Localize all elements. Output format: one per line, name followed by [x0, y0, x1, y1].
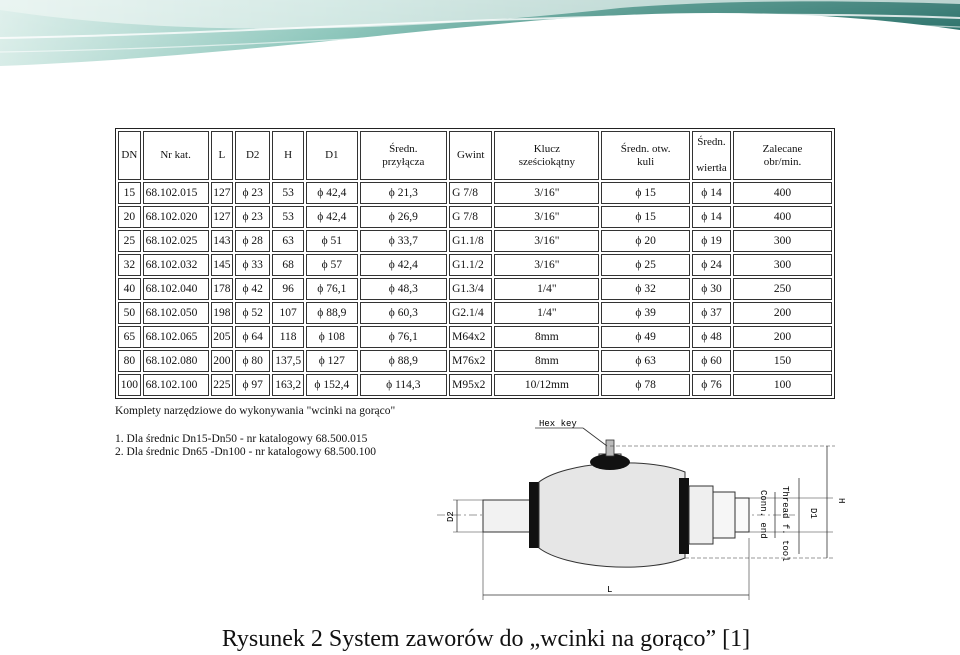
- table-cell: 205: [211, 326, 234, 348]
- table-cell: 68.102.025: [143, 230, 209, 252]
- table-cell: ϕ 33: [235, 254, 270, 276]
- table-cell: ϕ 60: [692, 350, 731, 372]
- table-cell: 68.102.065: [143, 326, 209, 348]
- table-cell: 8mm: [494, 350, 599, 372]
- table-cell: ϕ 57: [306, 254, 357, 276]
- table-cell: 25: [118, 230, 141, 252]
- table-cell: G1.3/4: [449, 278, 492, 300]
- valve-technical-drawing: [435, 412, 855, 604]
- table-header-cell: Gwint: [449, 131, 492, 180]
- table-cell: 400: [733, 182, 832, 204]
- table-cell: 10/12mm: [494, 374, 599, 396]
- table-cell: 68.102.032: [143, 254, 209, 276]
- table-cell: ϕ 76,1: [306, 278, 357, 300]
- h-label: H: [836, 498, 846, 504]
- table-cell: ϕ 49: [601, 326, 690, 348]
- table-row: [118, 278, 832, 300]
- table-cell: G 7/8: [449, 206, 492, 228]
- table-cell: ϕ 42,4: [306, 206, 357, 228]
- table-cell: 8mm: [494, 326, 599, 348]
- conn-end-label: Conn. end: [758, 490, 768, 539]
- table-cell: ϕ 114,3: [360, 374, 448, 396]
- table-cell: 3/16": [494, 206, 599, 228]
- table-cell: 107: [272, 302, 304, 324]
- table-cell: ϕ 30: [692, 278, 731, 300]
- thread-tool-label: Thread f. tool: [780, 486, 790, 562]
- table-cell: G1.1/8: [449, 230, 492, 252]
- table-cell: G2.1/4: [449, 302, 492, 324]
- table-cell: ϕ 76,1: [360, 326, 448, 348]
- table-cell: 100: [118, 374, 141, 396]
- table-cell: 400: [733, 206, 832, 228]
- d2-label: D2: [446, 511, 456, 522]
- d1-label: D1: [808, 508, 818, 519]
- table-row: [118, 302, 832, 324]
- table-cell: ϕ 78: [601, 374, 690, 396]
- table-cell: 300: [733, 254, 832, 276]
- table-cell: 1/4": [494, 278, 599, 300]
- table-header-cell: Średn. przyłącza: [360, 131, 448, 180]
- table-cell: 68.102.020: [143, 206, 209, 228]
- spec-table: [115, 128, 835, 399]
- table-row: [118, 254, 832, 276]
- table-cell: 63: [272, 230, 304, 252]
- table-cell: 65: [118, 326, 141, 348]
- table-cell: ϕ 51: [306, 230, 357, 252]
- table-cell: 20: [118, 206, 141, 228]
- table-cell: ϕ 52: [235, 302, 270, 324]
- table-cell: 250: [733, 278, 832, 300]
- table-cell: 198: [211, 302, 234, 324]
- table-header-cell: Klucz sześciokątny: [494, 131, 599, 180]
- table-cell: ϕ 152,4: [306, 374, 357, 396]
- table-cell: ϕ 42,4: [360, 254, 448, 276]
- table-cell: ϕ 76: [692, 374, 731, 396]
- table-cell: 3/16": [494, 230, 599, 252]
- table-cell: ϕ 80: [235, 350, 270, 372]
- table-cell: 100: [733, 374, 832, 396]
- hex-key-label: Hex key: [539, 419, 577, 429]
- table-cell: ϕ 20: [601, 230, 690, 252]
- spec-table-container: [115, 128, 835, 390]
- table-cell: ϕ 42,4: [306, 182, 357, 204]
- table-cell: 137,5: [272, 350, 304, 372]
- table-cell: 15: [118, 182, 141, 204]
- banner-wave-graphic: [0, 0, 960, 72]
- table-cell: ϕ 60,3: [360, 302, 448, 324]
- notes-heading: Komplety narzędziowe do wykonywania "wcinki na gorąco": [115, 405, 396, 417]
- table-cell: 53: [272, 206, 304, 228]
- table-cell: 50: [118, 302, 141, 324]
- table-cell: G 7/8: [449, 182, 492, 204]
- table-cell: 1/4": [494, 302, 599, 324]
- table-cell: ϕ 23: [235, 182, 270, 204]
- table-cell: 40: [118, 278, 141, 300]
- table-cell: 127: [211, 206, 234, 228]
- table-cell: ϕ 24: [692, 254, 731, 276]
- table-cell: ϕ 28: [235, 230, 270, 252]
- table-cell: 300: [733, 230, 832, 252]
- table-header-row: [118, 131, 832, 180]
- table-row: [118, 206, 832, 228]
- table-cell: ϕ 97: [235, 374, 270, 396]
- table-row: [118, 350, 832, 372]
- table-row: [118, 182, 832, 204]
- table-cell: G1.1/2: [449, 254, 492, 276]
- table-cell: ϕ 26,9: [360, 206, 448, 228]
- tool-kit-notes: [115, 405, 445, 459]
- l-label: L: [607, 585, 613, 595]
- table-cell: ϕ 48: [692, 326, 731, 348]
- table-cell: 3/16": [494, 254, 599, 276]
- table-cell: ϕ 19: [692, 230, 731, 252]
- table-row: [118, 374, 832, 396]
- notes-item-2: 2. Dla średnic Dn65 -Dn100 - nr katalogowy 68.500.100: [115, 446, 376, 458]
- table-row: [118, 326, 832, 348]
- table-cell: ϕ 15: [601, 182, 690, 204]
- table-header-cell: D2: [235, 131, 270, 180]
- table-header-cell: DN: [118, 131, 141, 180]
- table-cell: ϕ 23: [235, 206, 270, 228]
- table-cell: ϕ 37: [692, 302, 731, 324]
- figure-caption: Rysunek 2 System zaworów do „wcinki na gorąco” [1]: [221, 626, 751, 652]
- table-header-cell: Średn. otw. kuli: [601, 131, 690, 180]
- table-cell: ϕ 108: [306, 326, 357, 348]
- table-header-cell: D1: [306, 131, 357, 180]
- table-cell: M95x2: [449, 374, 492, 396]
- table-header-cell: Zalecane obr/min.: [733, 131, 832, 180]
- table-cell: 96: [272, 278, 304, 300]
- table-cell: ϕ 14: [692, 206, 731, 228]
- table-cell: ϕ 25: [601, 254, 690, 276]
- table-cell: 127: [211, 182, 234, 204]
- table-cell: ϕ 42: [235, 278, 270, 300]
- table-cell: 200: [211, 350, 234, 372]
- table-cell: 80: [118, 350, 141, 372]
- table-row: [118, 230, 832, 252]
- table-cell: M76x2: [449, 350, 492, 372]
- table-cell: 68.102.015: [143, 182, 209, 204]
- table-cell: 68.102.080: [143, 350, 209, 372]
- table-cell: 68.102.040: [143, 278, 209, 300]
- table-cell: 118: [272, 326, 304, 348]
- header-banner: [0, 0, 960, 72]
- table-cell: ϕ 48,3: [360, 278, 448, 300]
- table-cell: ϕ 88,9: [306, 302, 357, 324]
- table-cell: ϕ 64: [235, 326, 270, 348]
- table-cell: ϕ 39: [601, 302, 690, 324]
- table-cell: ϕ 14: [692, 182, 731, 204]
- table-cell: 53: [272, 182, 304, 204]
- table-cell: 68.102.050: [143, 302, 209, 324]
- table-cell: 200: [733, 302, 832, 324]
- table-header-cell: Nr kat.: [143, 131, 209, 180]
- table-cell: 225: [211, 374, 234, 396]
- table-cell: 68.102.100: [143, 374, 209, 396]
- table-cell: ϕ 21,3: [360, 182, 448, 204]
- table-cell: ϕ 32: [601, 278, 690, 300]
- table-cell: 150: [733, 350, 832, 372]
- notes-item-1: 1. Dla średnic Dn15-Dn50 - nr katalogowy 68.500.015: [115, 433, 368, 445]
- table-cell: 32: [118, 254, 141, 276]
- table-cell: M64x2: [449, 326, 492, 348]
- table-body: [118, 182, 832, 396]
- table-cell: 145: [211, 254, 234, 276]
- table-cell: 178: [211, 278, 234, 300]
- table-header-cell: H: [272, 131, 304, 180]
- table-cell: ϕ 63: [601, 350, 690, 372]
- table-cell: 143: [211, 230, 234, 252]
- table-cell: 68: [272, 254, 304, 276]
- table-header-cell: Średn. wiertła: [692, 131, 731, 180]
- table-cell: ϕ 127: [306, 350, 357, 372]
- table-header-cell: L: [211, 131, 234, 180]
- table-cell: 200: [733, 326, 832, 348]
- table-cell: ϕ 15: [601, 206, 690, 228]
- table-cell: ϕ 88,9: [360, 350, 448, 372]
- table-cell: 163,2: [272, 374, 304, 396]
- table-cell: 3/16": [494, 182, 599, 204]
- table-cell: ϕ 33,7: [360, 230, 448, 252]
